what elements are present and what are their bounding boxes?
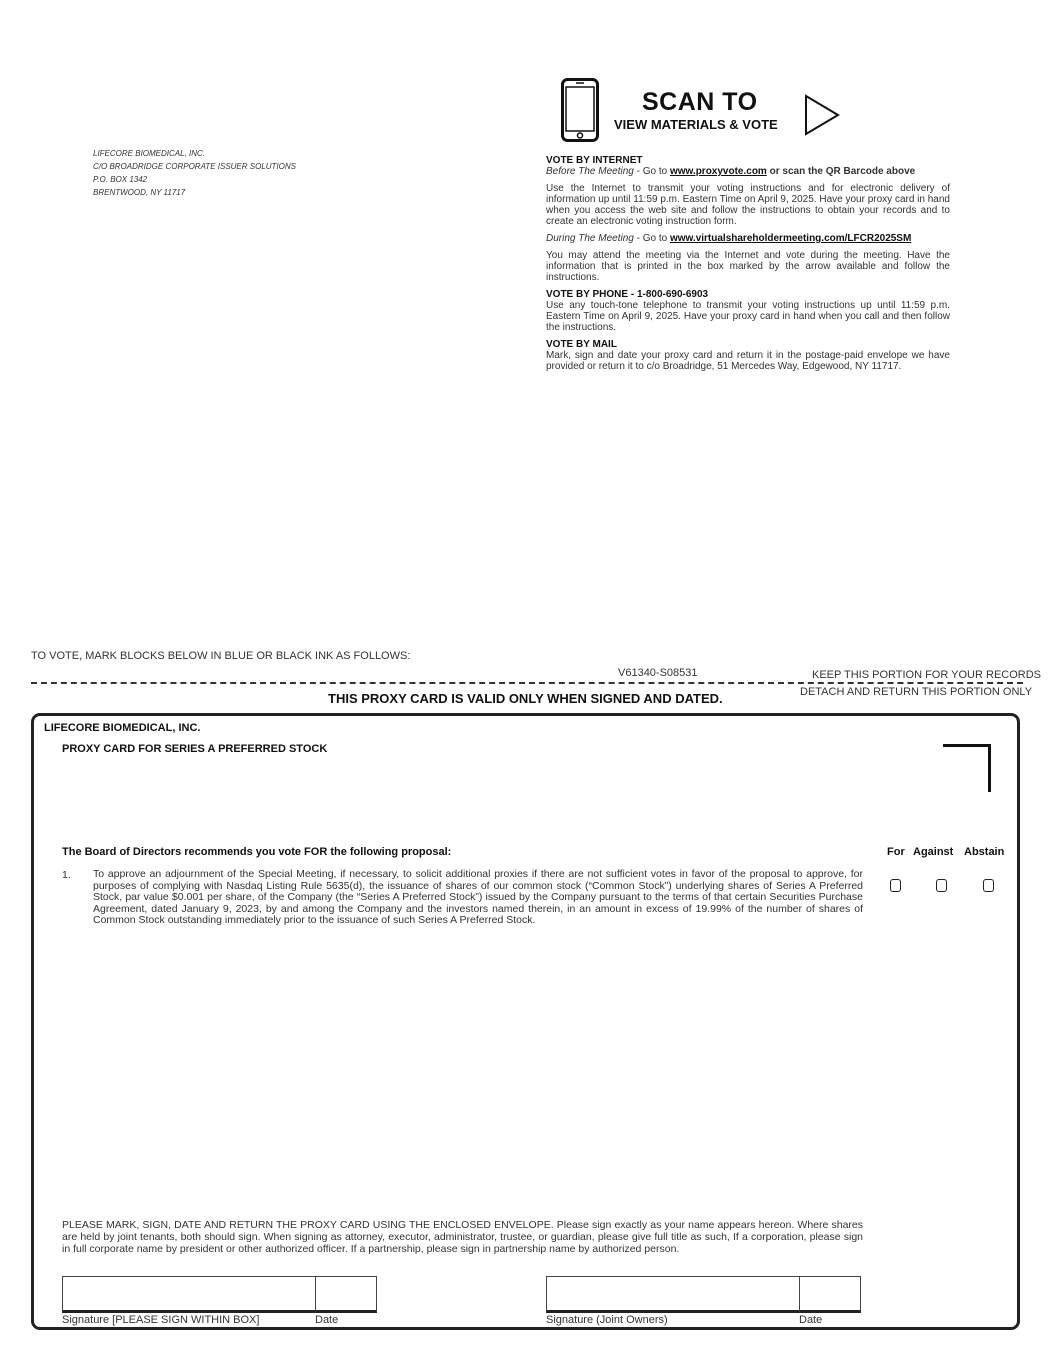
vote-mail-body: Mark, sign and date your proxy card and return it in the postage-paid envelope we have provided or return it to c/o Broadridge, 51 Mercedes Way, Edgewood, NY 11717. (546, 350, 950, 372)
card-subtitle: PROXY CARD FOR SERIES A PREFERRED STOCK (62, 743, 328, 755)
vote-against-checkbox[interactable] (936, 879, 947, 892)
vote-abstain-checkbox[interactable] (983, 879, 994, 892)
signature-label: Signature [PLEASE SIGN WITHIN BOX] (62, 1314, 260, 1326)
goto-text: - Go to (633, 233, 670, 244)
corner-mark (943, 744, 991, 792)
scan-title: SCAN TO (642, 88, 758, 116)
joint-signature-label: Signature (Joint Owners) (546, 1314, 668, 1326)
column-header-against: Against (913, 846, 954, 858)
date-label: Date (315, 1314, 339, 1326)
joint-date-label: Date (799, 1314, 823, 1326)
during-meeting-line (546, 233, 950, 244)
vote-internet-heading: VOTE BY INTERNET (546, 155, 643, 166)
address-line: C/O BROADRIDGE CORPORATE ISSUER SOLUTIONS (93, 162, 296, 171)
signing-instructions: PLEASE MARK, SIGN, DATE AND RETURN THE PROXY CARD USING THE ENCLOSED ENVELOPE. Please sign exactly as your name appears hereon. Where shares are held by joint tenants, both should sign. When signing as attorney, executor, administrator, trustee, or guardian, please give full title as such, If a corporation, please sign in full corporate name by president or other authorized officer. If a partnership, please sign in partnership name by authorized person. (62, 1219, 863, 1255)
address-line: LIFECORE BIOMEDICAL, INC. (93, 149, 206, 158)
before-meeting-line (546, 166, 950, 177)
joint-date-box[interactable] (799, 1276, 861, 1313)
vote-phone-heading: VOTE BY PHONE - 1-800-690-6903 (546, 289, 709, 300)
qr-note: or scan the QR Barcode above (766, 166, 916, 177)
scan-subtitle: VIEW MATERIALS & VOTE (614, 117, 778, 132)
proposal-number: 1. (62, 869, 71, 881)
joint-signature-box[interactable] (546, 1276, 800, 1313)
return-address (93, 147, 296, 199)
address-line: P.O. BOX 1342 (93, 175, 148, 184)
internet-body: Use the Internet to transmit your voting instructions and for electronic delivery of information up until 11:59 p.m. Eastern Time on April 9, 2025. Have your proxy card in hand when you access the web site and follow the instructions to obtain your records and to create an electronic voting instruction form. (546, 183, 950, 227)
valid-notice: THIS PROXY CARD IS VALID ONLY WHEN SIGNED AND DATED. (328, 691, 723, 706)
proxyvote-link[interactable]: www.proxyvote.com (669, 166, 767, 177)
play-arrow-icon (803, 94, 841, 136)
control-number: V61340-S08531 (618, 667, 698, 679)
vote-for-checkbox[interactable] (890, 879, 901, 892)
ink-instruction: TO VOTE, MARK BLOCKS BELOW IN BLUE OR BLACK INK AS FOLLOWS: (31, 650, 411, 662)
before-meeting-label: Before The Meeting (546, 166, 634, 177)
keep-portion-note: KEEP THIS PORTION FOR YOUR RECORDS (812, 669, 1042, 681)
virtual-meeting-link[interactable]: www.virtualshareholdermeeting.com/LFCR2025SM (669, 233, 912, 244)
goto-text: - Go to (633, 166, 670, 177)
board-recommendation: The Board of Directors recommends you vote FOR the following proposal: (62, 846, 452, 858)
date-box[interactable] (315, 1276, 377, 1313)
detach-portion-note: DETACH AND RETURN THIS PORTION ONLY (800, 686, 1033, 698)
detach-line (31, 682, 1023, 684)
column-header-for: For (887, 846, 905, 858)
during-meeting-label: During The Meeting (546, 233, 634, 244)
card-company-name: LIFECORE BIOMEDICAL, INC. (44, 722, 201, 734)
address-line: BRENTWOOD, NY 11717 (93, 188, 186, 197)
vote-mail-heading: VOTE BY MAIL (546, 339, 617, 350)
smartphone-icon (561, 78, 599, 142)
during-meeting-body: You may attend the meeting via the Internet and vote during the meeting. Have the information that is printed in the box marked by the arrow available and follow the instructions. (546, 250, 950, 283)
column-header-abstain: Abstain (964, 846, 1005, 858)
proposal-text: To approve an adjournment of the Special Meeting, if necessary, to solicit additional proxies if there are not sufficient votes in favor of the proposal to approve, for purposes of complying with Nasdaq Listing Rule 5635(d), the issuance of shares of our common stock (“Common Stock”) underlying shares of Series A Preferred Stock, par value $0.001 per share, of the Company (the “Series A Preferred Stock”) issued by the Company pursuant to the terms of that certain Securities Purchase Agreement, dated January 9, 2023, by and among the Company and the investors named therein, in an amount in excess of 19.99% of the number of shares of Common Stock outstanding immediately prior to the issuance of such Series A Preferred Stock. (93, 868, 863, 926)
voting-instructions (546, 155, 950, 378)
vote-phone-body: Use any touch-tone telephone to transmit your voting instructions up until 11:59 p.m. Eastern Time on April 9, 2025. Have your proxy card in hand when you call and then follow the instructions. (546, 300, 950, 333)
signature-box[interactable] (62, 1276, 316, 1313)
